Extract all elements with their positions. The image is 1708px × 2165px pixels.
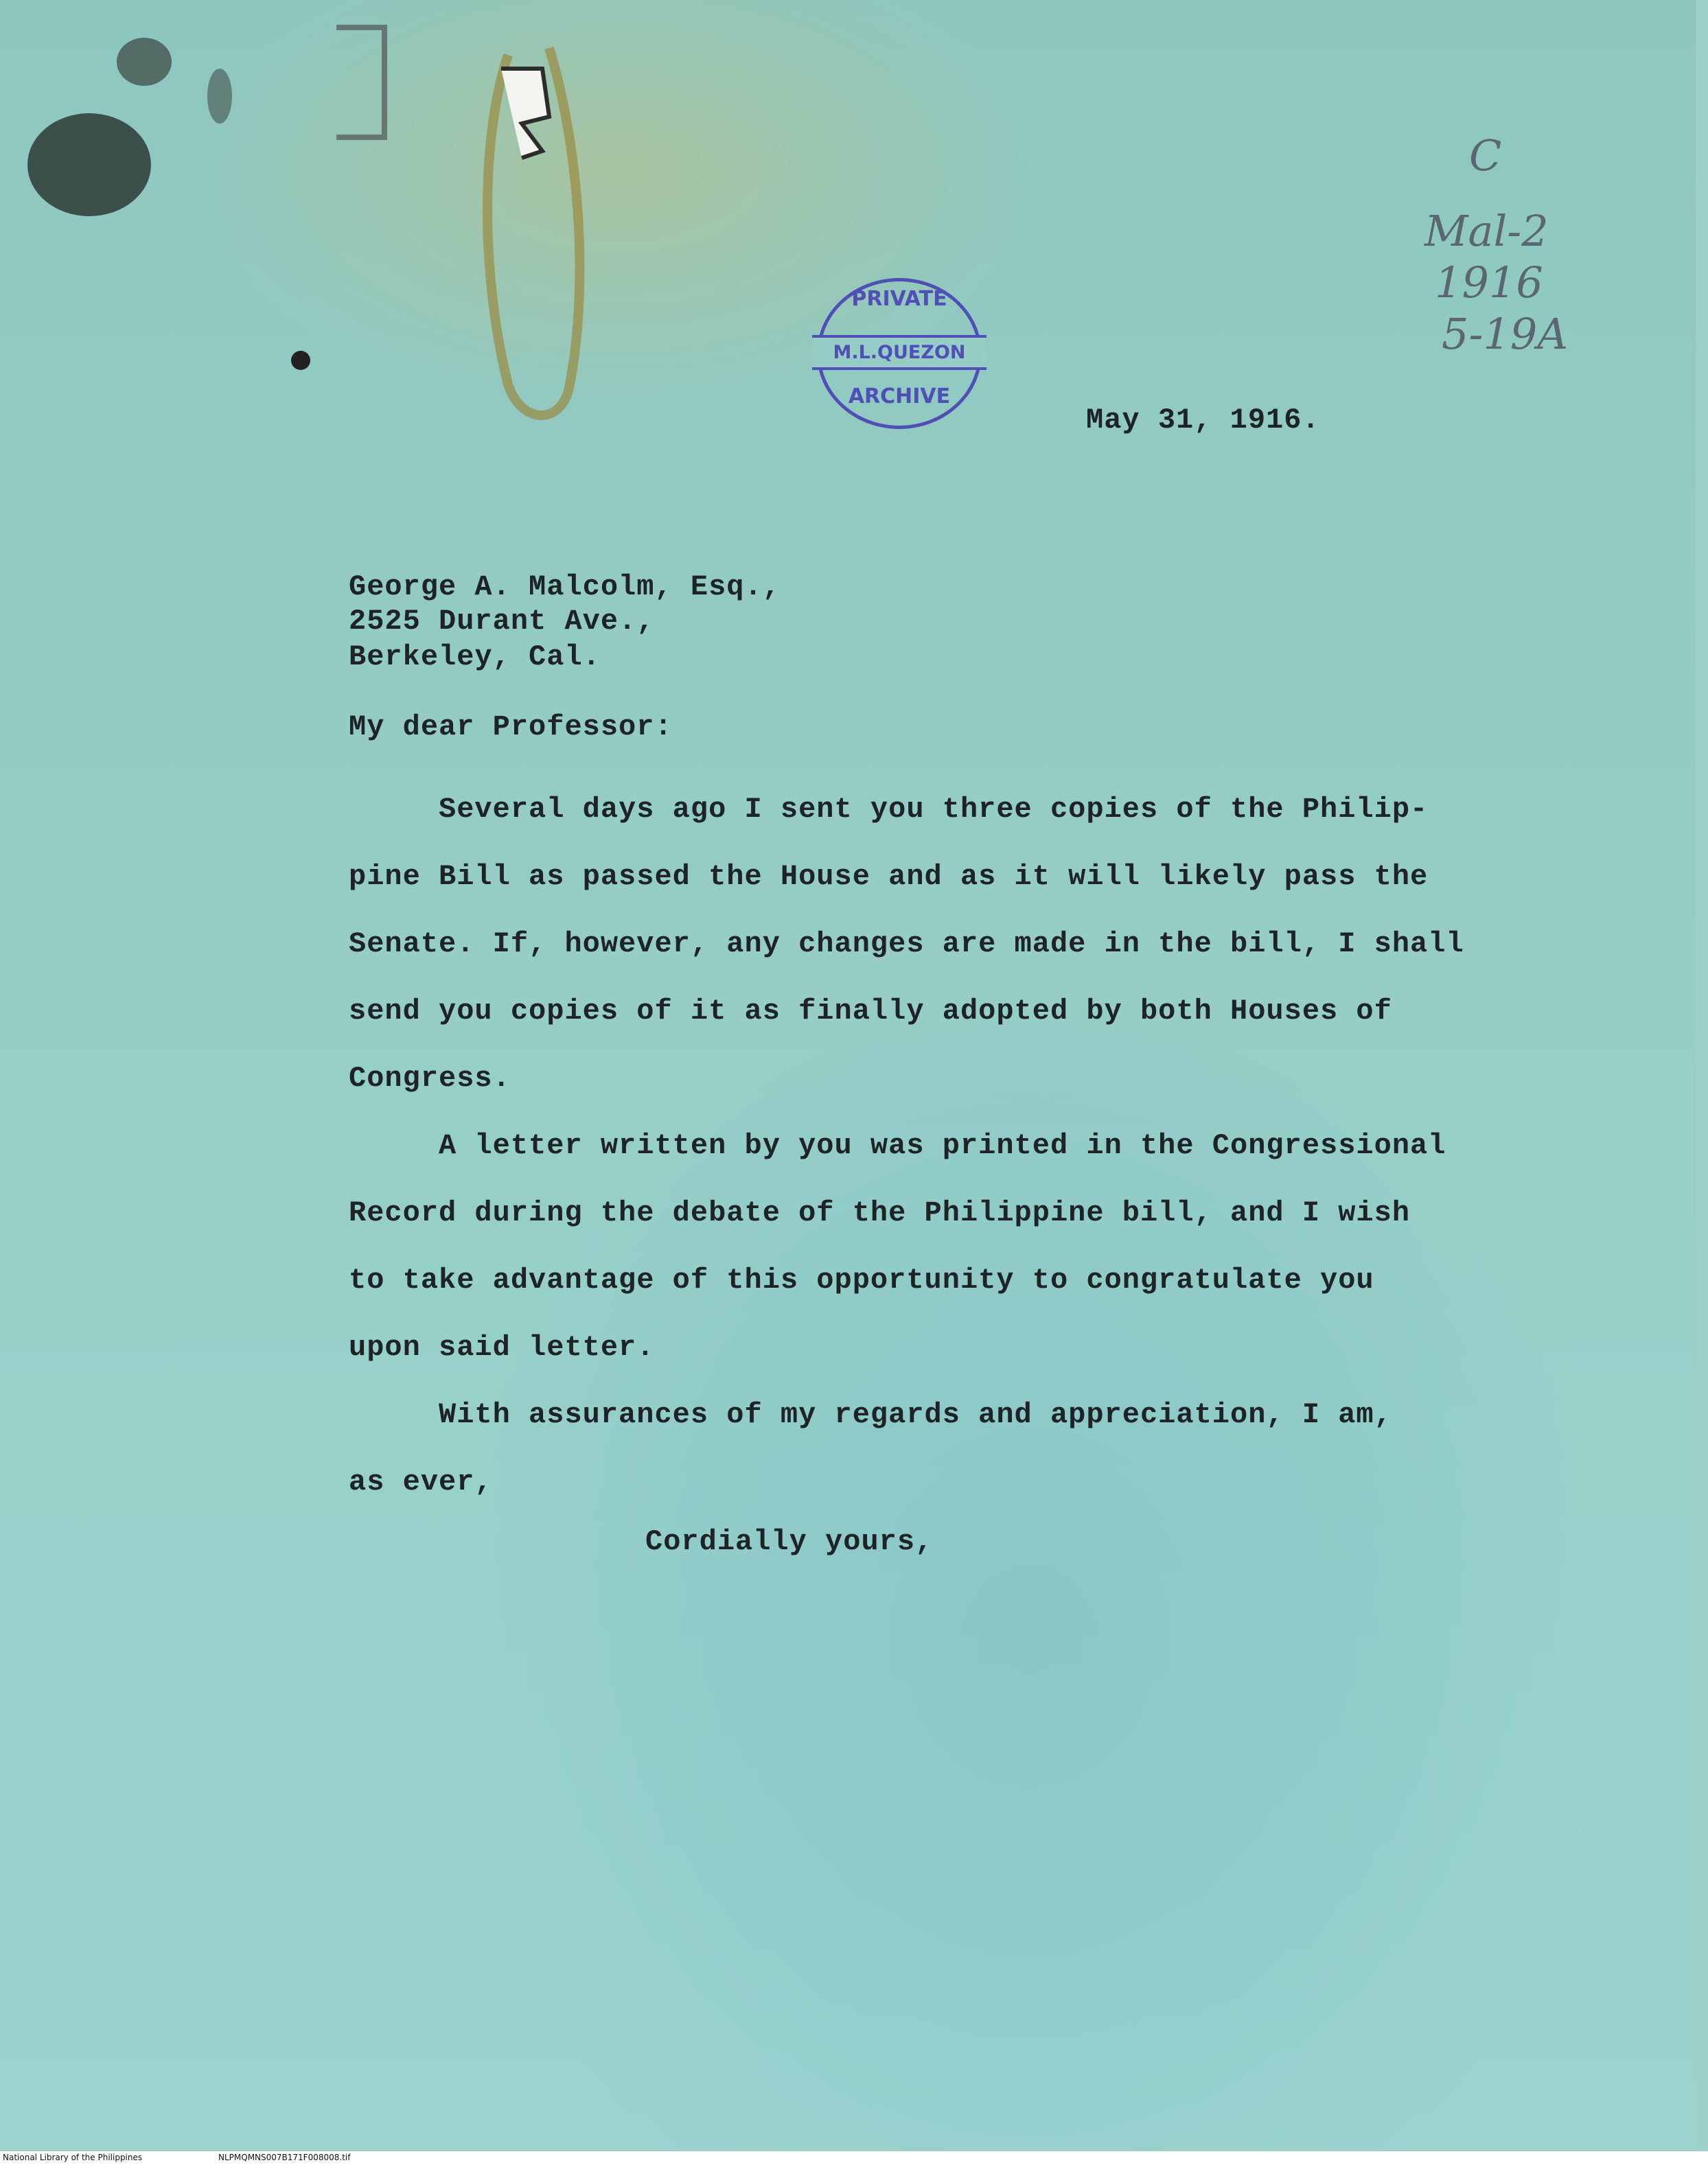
body-line: With assurances of my regards and appreciation, I am, [349,1398,1392,1431]
address-line: Berkeley, Cal. [349,640,601,673]
handwritten-code: Mal-2 [1424,206,1549,256]
body-line: pine Bill as passed the House and as it will likely pass the [349,860,1429,893]
address-line: 2525 Durant Ave., [349,605,655,638]
body-line: Several days ago I sent you three copies of the Philip- [349,793,1429,826]
footer-institution: National Library of the Philippines [3,2153,143,2162]
stamp-bottom-text: ARCHIVE [848,384,951,408]
body-line: to take advantage of this opportunity to congratulate you [349,1264,1374,1297]
body-line: upon said letter. [349,1331,655,1364]
body-line: Record during the debate of the Philippine bill, and I wish [349,1196,1411,1229]
body-line: A letter written by you was printed in the Congressional [349,1129,1446,1162]
salutation: My dear Professor: [349,710,673,743]
body-line: Senate. If, however, any changes are made in the bill, I shall [349,927,1464,960]
closing: Cordially yours, [645,1525,934,1558]
body-line: as ever, [349,1466,493,1498]
stamp-center-text: M.L.QUEZON [812,335,986,370]
address-line: George A. Malcolm, Esq., [349,570,781,603]
body-line: send you copies of it as finally adopted by both Houses of [349,995,1392,1028]
quezon-archive-stamp [817,278,982,429]
scan-footer [0,2151,1708,2165]
stamp-top-text: PRIVATE [851,287,947,311]
letter-date: May 31, 1916. [1086,404,1320,437]
footer-filename: NLPMQMNS007B171F008008.tif [218,2153,351,2162]
handwritten-reference: 5-19A [1442,309,1569,359]
handwritten-year: 1916 [1435,257,1543,308]
handwritten-mark: C [1469,130,1502,181]
body-line: Congress. [349,1062,511,1095]
